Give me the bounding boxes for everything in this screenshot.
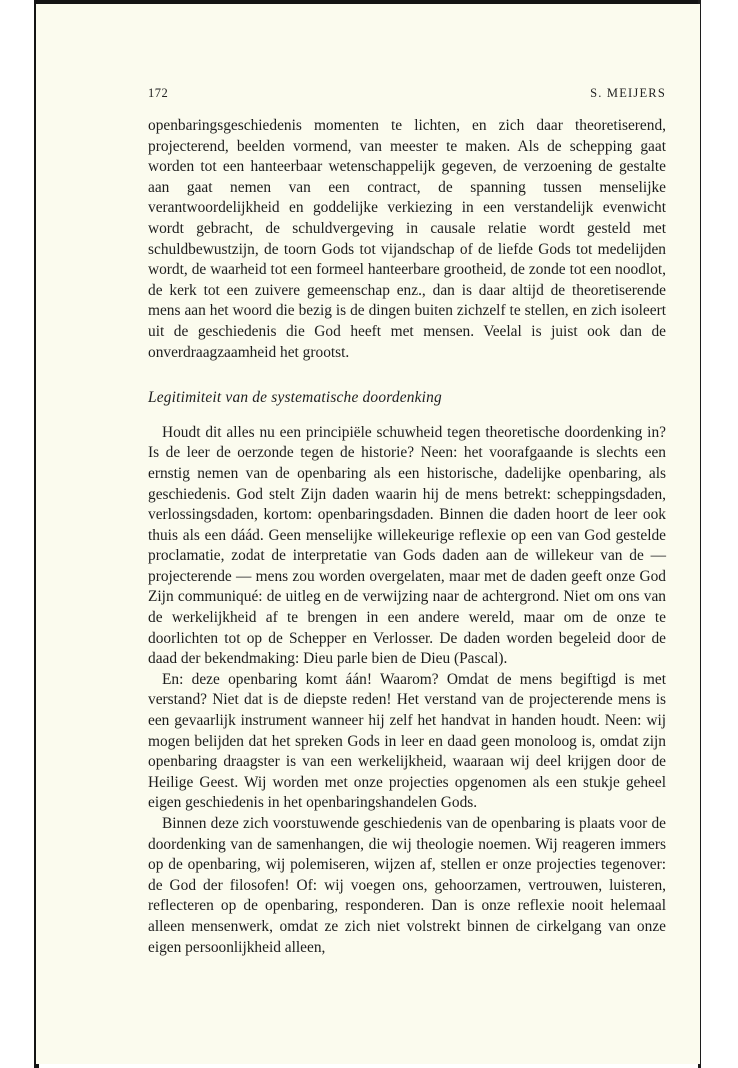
paragraph-3: En: deze openbaring komt áán! Waarom? Omdat de mens begiftigd is met verstand? Niet dat is de diepste reden! Het verstand van de projecterende mens is een gevaarlijk instrument wanneer hij zelf het handvat in handen houdt. Neen: wij mogen belijden dat het spreken Gods in leer en daad geen monoloog is, omdat zijn openbaring draagster is van een werkelijkheid, waaraan wij deel krijgen door de Heilige Geest. Wij worden met onze projecties opgenomen als een stukje geheel eigen geschiedenis in het openbaringshandelen Gods. xyxy=(148,670,666,812)
paragraph-2: Houdt dit alles nu een principiële schuwheid tegen theoretische doordenking in? Is de leer de oerzonde tegen de historie? Neen: het voorafgaande is slechts een ernstig nemen van de openbaring als een historische, dadelijke openbaring, als geschiedenis. God stelt Zijn daden waarin hij de mens betrekt: scheppingsdaden, verlossingsdaden, kortom: openbaringsdaden. Binnen die daden hoort de leer ook thuis als een dáád. Geen menselijke willekeurige reflexie op een van God gestelde proclamatie, zodat de interpretatie van Gods daden aan de willekeur van de — projecterende — mens zou worden overgelaten, maar met de daden geeft onze God Zijn communiqué: de uitleg en de verwijzing naar de achtergrond. Niet om ons van de werkelijkheid af te brengen in een andere wereld, maar om de onze te doorlichten tot op de Schepper en Verlosser. De daden worden begeleid door de daad der bekendmaking: Dieu parle bien de Dieu (Pascal). xyxy=(148,423,666,668)
body-text xyxy=(148,116,666,958)
page-header xyxy=(148,86,666,106)
paragraph-4: Binnen deze zich voorstuwende geschiedenis van de openbaring is plaats voor de doordenking van de samenhangen, die wij theologie noemen. Wij reageren immers op de openbaring, wij polemiseren, wijzen af, stellen er onze projecties tegenover: de God der filosofen! Of: wij voegen ons, gehoorzamen, vertrouwen, luisteren, reflecteren op de openbaring, responderen. Dan is onze reflexie nooit helemaal alleen mensenwerk, omdat ze zich niet volstrekt binnen de cirkelgang van onze eigen persoonlijkheid alleen, xyxy=(148,815,666,956)
running-head-author: S. MEIJERS xyxy=(590,86,666,100)
page-number: 172 xyxy=(148,86,169,100)
section-heading: Legitimiteit van de systematische doordenking xyxy=(148,389,442,407)
paragraph-1: openbaringsgeschiedenis momenten te lichten, en zich daar theoretiserend, projecterend, beelden vormend, van meester te maken. Als de schepping gaat worden tot een hanteerbaar wetenschappelijk gegeven, de verzoening de gestalte aan gaat nemen van een contract, de spanning tussen menselijke verantwoordelijkheid en goddelijke verkiezing in een verstandelijk evenwicht wordt gebracht, de schuldvergeving in causale relatie wordt gesteld met schuldbewustzijn, de toorn Gods tot vijandschap of de liefde Gods tot medelijden wordt, de waarheid tot een formeel hanteerbare grootheid, de zonde tot een noodlot, de kerk tot een zuivere gemeenschap enz., dan is daar altijd de theoretiserende mens aan het woord die bezig is de dingen buiten zichzelf te stellen, en zich isoleert uit de geschiedenis die God heeft met mensen. Veelal is juist ook dan de onverdraagzaamheid het grootst. xyxy=(148,117,666,361)
